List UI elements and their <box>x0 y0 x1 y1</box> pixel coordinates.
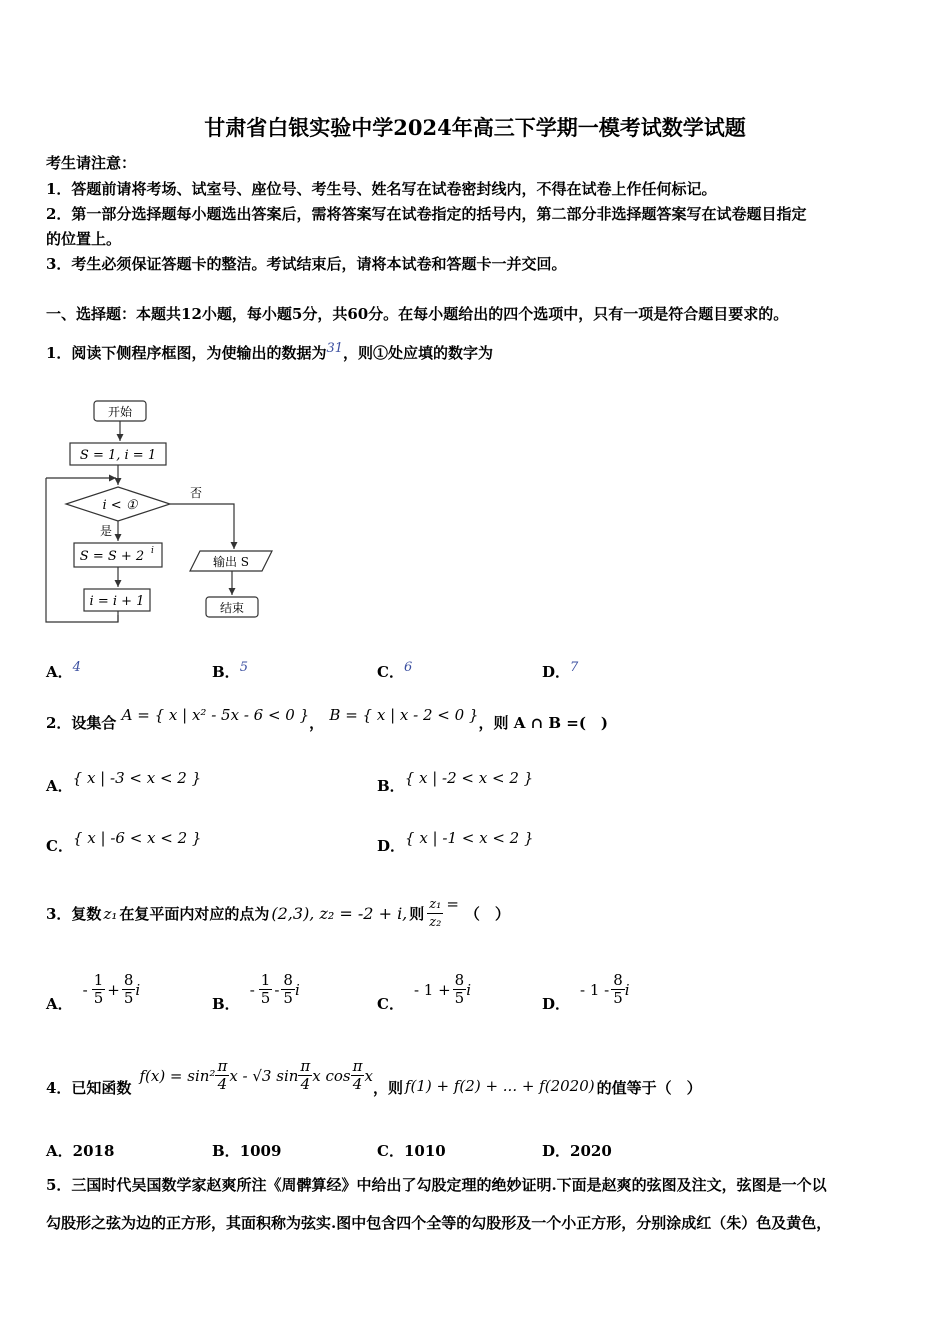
flow-no-label: 否 <box>190 486 203 500</box>
q3-b-n1: 1 <box>260 971 271 989</box>
q4-option-d-value: 2020 <box>570 1142 612 1160</box>
q4-frac-1 <box>215 1058 229 1093</box>
q3-eq: = <box>446 894 459 913</box>
q1-option-a[interactable] <box>46 660 81 682</box>
q4-option-a-value: 2018 <box>72 1142 115 1160</box>
flow-step2-text: i = i + 1 <box>89 594 145 609</box>
q4-pi-1: π <box>217 1057 228 1075</box>
q4-option-b-label: B． <box>212 1142 240 1160</box>
q4-option-c-label: C． <box>377 1142 404 1160</box>
q4-option-b[interactable] <box>212 1140 281 1161</box>
q3-d-n2: 8 <box>613 971 623 989</box>
q3-option-d-pre: - 1 - <box>580 980 610 999</box>
notice-item-2: 2．第一部分选择题每小题选出答案后，需将答案写在试卷指定的括号内，第二部分非选择题答案写在试卷题目指定 <box>46 205 807 223</box>
flow-condition-text: i < ① <box>102 498 138 513</box>
flow-output-text: 输出 S <box>212 555 250 569</box>
q3-option-d-i: i <box>624 980 630 999</box>
flow-init-text: S = 1, i = 1 <box>79 448 157 463</box>
q3-option-a-label: A． <box>46 995 73 1013</box>
q3-option-b[interactable] <box>212 971 300 1013</box>
q1-stem-a: 1．阅读下侧程序框图，为使输出的数据为 <box>46 344 327 362</box>
q4-option-a-label: A． <box>46 1142 73 1160</box>
q4-function: f(x) = sin² <box>139 1066 216 1085</box>
q4-part-3: x <box>364 1066 373 1085</box>
q3-frac-den: z₂ <box>429 915 442 930</box>
q1-option-c-label: C． <box>377 663 404 681</box>
q3-option-d-frac <box>611 972 625 1007</box>
q3-frac-num: z₁ <box>429 897 442 912</box>
q3-b-n2: 8 <box>283 971 293 989</box>
question-3-stem <box>46 896 510 931</box>
q4-four-3: 4 <box>352 1075 363 1093</box>
q3-option-d[interactable] <box>542 971 630 1013</box>
flowchart <box>40 393 290 633</box>
q3-option-b-op: - <box>274 980 280 999</box>
q3-b-d2: 5 <box>283 989 293 1007</box>
q2-set-a: A = { x | x² - 5x - 6 < 0 } <box>121 706 310 724</box>
q3-point: (2,3), z₂ = -2 + i, <box>271 904 408 923</box>
q3-option-a-frac2 <box>122 972 136 1007</box>
q4-four-2: 4 <box>300 1075 311 1093</box>
q1-option-a-value: 4 <box>72 660 81 675</box>
notice-heading: 考生请注意： <box>46 154 137 172</box>
q2-option-a-label: A． <box>46 777 73 795</box>
q1-option-b-label: B． <box>212 663 240 681</box>
q1-option-b[interactable] <box>212 660 248 682</box>
q4-option-d[interactable] <box>542 1140 612 1161</box>
q4-pi-3: π <box>352 1057 363 1075</box>
q2-option-b[interactable] <box>377 769 534 796</box>
flow-step1-text: S = S + 2 <box>79 549 145 564</box>
q3-c-n2: 8 <box>454 971 465 989</box>
q2-option-a-value: { x | -3 < x < 2 } <box>72 769 202 787</box>
q1-option-c-value: 6 <box>403 660 413 675</box>
q3-option-a-frac1 <box>92 972 106 1007</box>
q3-a-d1: 5 <box>93 989 104 1007</box>
q3-paren: （ ） <box>464 905 510 923</box>
q4-part-1: x - √3 sin <box>229 1066 299 1085</box>
q3-option-a-i: i <box>135 980 141 999</box>
q4-part-2: x cos <box>312 1066 351 1085</box>
question-1-stem <box>46 341 493 363</box>
q4-four-1: 4 <box>217 1075 228 1093</box>
q3-option-c-label: C． <box>377 995 404 1013</box>
q2-suffix: ，则 A ∩ B =( ) <box>478 714 609 732</box>
q2-option-d[interactable] <box>377 829 534 856</box>
section-heading: 一、选择题：本题共12小题，每小题5分，共60分。在每小题给出的四个选项中，只有一项是符合题目要求的。 <box>46 305 789 323</box>
q4-frac-3 <box>351 1058 365 1093</box>
q3-option-c-frac <box>453 972 467 1007</box>
q3-d-d2: 5 <box>613 989 623 1007</box>
q3-then: 则 <box>409 905 425 923</box>
q3-option-b-i: i <box>294 980 300 999</box>
q3-fraction <box>427 896 443 931</box>
q2-prefix: 2．设集合 <box>46 714 117 732</box>
q2-option-c[interactable] <box>46 829 202 856</box>
question-5-line-2: 勾股形之弦为边的正方形，其面积称为弦实.图中包含四个全等的勾股形及一个小正方形，分别涂成红（朱）色及黄色， <box>46 1214 832 1232</box>
question-4-stem <box>46 1057 702 1097</box>
q4-option-c-value: 1010 <box>403 1142 446 1160</box>
q1-option-d-value: 7 <box>570 660 579 675</box>
q4-pi-2: π <box>300 1057 311 1075</box>
q2-option-b-value: { x | -2 < x < 2 } <box>404 769 534 787</box>
flow-yes-label: 是 <box>100 524 113 538</box>
q4-option-d-label: D． <box>542 1142 571 1160</box>
q2-option-d-value: { x | -1 < x < 2 } <box>405 829 534 847</box>
q2-option-c-label: C． <box>46 837 73 855</box>
q3-c-d2: 5 <box>454 989 465 1007</box>
notice-item-2-cont: 的位置上。 <box>46 230 122 248</box>
q3-mid: 在复平面内对应的点为 <box>119 905 270 923</box>
page-title: 甘肃省白银实验中学2024年高三下学期一模考试数学试题 <box>204 115 746 140</box>
q3-option-c-pre: - 1 + <box>413 980 451 999</box>
q2-option-d-label: D． <box>377 837 406 855</box>
flow-step1-exponent: i <box>151 546 154 556</box>
q3-option-c-i: i <box>466 980 472 999</box>
q2-option-b-label: B． <box>377 777 405 795</box>
notice-item-1: 1．答题前请将考场、试室号、座位号、考生号、姓名写在试卷密封线内，不得在试卷上作任何标记。 <box>46 180 717 198</box>
q4-suffix: 的值等于（ ） <box>596 1079 702 1097</box>
q3-option-b-sign: - <box>249 980 255 999</box>
q1-option-b-value: 5 <box>239 660 248 675</box>
q2-comma: ， <box>309 714 325 732</box>
q4-frac-2 <box>298 1058 312 1093</box>
q3-option-b-frac1 <box>259 972 273 1007</box>
q4-sum: f(1) + f(2) + ... + f(2020) <box>404 1076 595 1095</box>
q3-b-d1: 5 <box>260 989 271 1007</box>
q4-then: ，则 <box>372 1079 403 1097</box>
q2-set-b: B = { x | x - 2 < 0 } <box>329 706 479 724</box>
q4-option-c[interactable] <box>377 1140 446 1161</box>
q3-option-b-label: B． <box>212 995 240 1013</box>
q4-option-a[interactable] <box>46 1140 114 1161</box>
q1-stem-b: ，则①处应填的数字为 <box>343 344 494 362</box>
question-5-line-1: 5．三国时代吴国数学家赵爽所注《周髀算经》中给出了勾股定理的绝妙证明.下面是赵爽的弦图及注文，弦图是一个以 <box>46 1176 827 1194</box>
q3-a-n1: 1 <box>93 971 104 989</box>
q2-option-c-value: { x | -6 < x < 2 } <box>72 829 202 847</box>
q3-option-b-frac2 <box>281 972 295 1007</box>
q1-option-a-label: A． <box>46 663 73 681</box>
q1-option-c[interactable] <box>377 660 412 682</box>
q3-a-d2: 5 <box>123 989 134 1007</box>
q3-option-c[interactable] <box>377 971 472 1013</box>
q3-prefix: 3．复数 <box>46 905 102 923</box>
question-2-stem <box>46 706 609 733</box>
q3-z1: z₁ <box>103 904 118 923</box>
q1-stem-value: 31 <box>326 341 343 356</box>
q4-prefix: 4．已知函数 <box>46 1079 132 1097</box>
q3-option-a[interactable] <box>46 971 141 1013</box>
q3-option-a-sign: - <box>82 980 88 999</box>
q2-option-a[interactable] <box>46 769 202 796</box>
flow-end-text: 结束 <box>219 601 245 615</box>
q1-option-d-label: D． <box>542 663 571 681</box>
q3-a-n2: 8 <box>123 971 134 989</box>
q4-option-b-value: 1009 <box>239 1142 282 1160</box>
notice-item-3: 3．考生必须保证答题卡的整洁。考试结束后，请将本试卷和答题卡一并交回。 <box>46 255 567 273</box>
q3-option-a-op: + <box>107 980 120 999</box>
flow-start-text: 开始 <box>107 405 133 419</box>
q1-option-d[interactable] <box>542 660 578 682</box>
q3-option-d-label: D． <box>542 995 571 1013</box>
